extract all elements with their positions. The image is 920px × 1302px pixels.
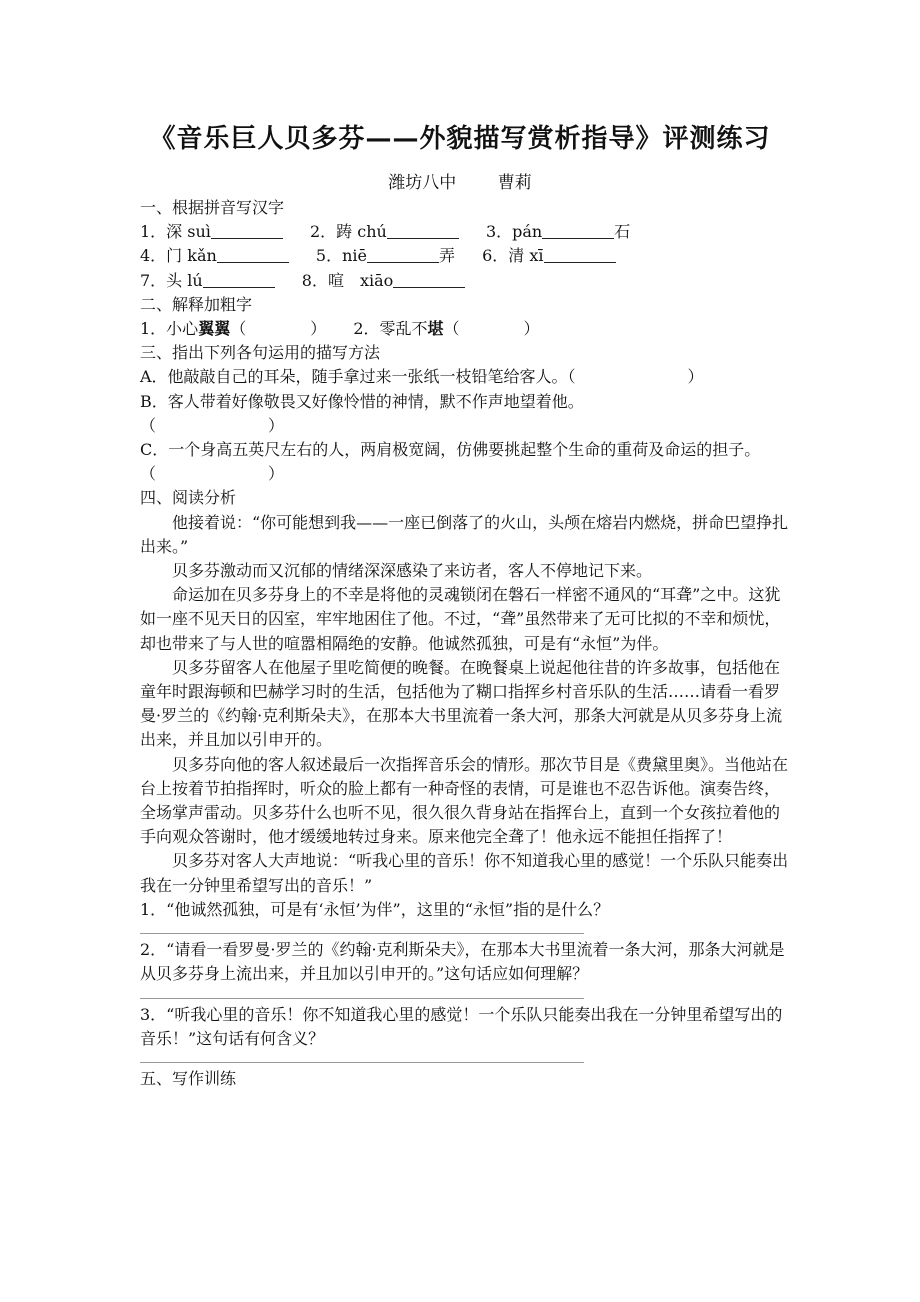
- pinyin-item-1: 1．深 suì: [140, 222, 211, 242]
- author-name: 曹莉: [497, 173, 532, 193]
- pinyin-item-5: 5．niē: [315, 246, 367, 266]
- explain-item-1-prefix: 1．小心: [140, 319, 199, 339]
- answer-blank[interactable]: [367, 246, 439, 263]
- explain-item-1-paren[interactable]: （ ）: [230, 319, 327, 339]
- pinyin-item-6: 6．清 xī: [482, 246, 544, 266]
- pinyin-row-2: [140, 244, 790, 268]
- pinyin-item-8: 8．喧 xiāo: [301, 270, 394, 290]
- answer-blank[interactable]: [393, 271, 465, 288]
- answer-blank[interactable]: [387, 222, 459, 239]
- document-body: [140, 196, 790, 1091]
- explain-item-2-prefix: 2．零乱不: [353, 319, 428, 339]
- pinyin-item-2: 2．踌 chú: [310, 222, 387, 242]
- question-2: 2．“请看一看罗曼·罗兰的《约翰·克利斯朵夫》，在那本大书里流着一条大河，那条大河就是从贝多芬身上流出来，并且加以引申开的。”这句话应如何理解？: [140, 940, 785, 984]
- explain-row: [140, 317, 790, 341]
- answer-blank[interactable]: [211, 222, 283, 239]
- explain-item-2-paren[interactable]: （ ）: [443, 319, 540, 339]
- answer-line[interactable]: [140, 931, 584, 934]
- pinyin-row-1: [140, 220, 790, 244]
- pinyin-item-5-suffix: 弄: [438, 246, 455, 266]
- answer-blank[interactable]: [217, 246, 289, 263]
- question-3: 3．“听我心里的音乐！你不知道我心里的感觉！一个乐队只能奏出我在一分钟里希望写出的音乐！”这句话有何含义？: [140, 1004, 783, 1048]
- explain-item-2-bold: 堪: [427, 319, 444, 339]
- reading-paragraph-5: 贝多芬向他的客人叙述最后一次指挥音乐会的情形。那次节目是《费黛里奥》。当他站在台上按着节拍指挥时，听众的脸上都有一种奇怪的表情，可是谁也不忍告诉他。演奏告终，全场掌声雷动。贝多芬什么也听不见，很久很久背身站在指挥台上，直到一个女孩拉着他的手向观众答谢时，他才缓缓地转过身来。原来他完全聋了！他永远不能担任指挥了！: [140, 754, 789, 847]
- section-2-heading: 二、解释加粗字: [140, 294, 253, 314]
- answer-blank[interactable]: [542, 222, 614, 239]
- author-line: [0, 168, 920, 193]
- answer-blank[interactable]: [544, 246, 616, 263]
- section-1-heading: 一、根据拼音写汉字: [140, 198, 285, 217]
- reading-paragraph-1: 他接着说：“你可能想到我——一座已倒落了的火山，头颅在熔岩内燃烧，拼命巴望挣扎出来。”: [140, 512, 789, 556]
- section-3-heading: 三、指出下列各句运用的描写方法: [140, 343, 381, 363]
- reading-paragraph-3: 命运加在贝多芬身上的不幸是将他的灵魂锁闭在磐石一样密不通风的“耳聋”之中。这犹如一座不见天日的囚室，牢牢地困住了他。不过，“聋”虽然带来了无可比拟的不幸和烦忧，却也带来了与人世的喧嚣相隔绝的安静。他诚然孤独，可是有“永恒”为伴。: [140, 585, 781, 653]
- pinyin-item-7: 7．头 lú: [140, 270, 203, 290]
- method-item-a: A．他敲敲自己的耳朵，随手拿过来一张纸一枝铅笔给客人。（ ）: [140, 367, 704, 387]
- document-title: 《音乐巨人贝多芬——外貌描写赏析指导》评测练习: [149, 124, 771, 154]
- section-4-heading: 四、阅读分析: [140, 488, 237, 508]
- pinyin-item-4: 4．门 kǎn: [140, 246, 217, 266]
- author-school: 潍坊八中: [388, 173, 457, 193]
- answer-line[interactable]: [140, 996, 584, 999]
- question-1: 1．“他诚然孤独，可是有‘永恒’为伴”，这里的“永恒”指的是什么？: [140, 899, 610, 919]
- pinyin-item-3: 3．pán: [485, 222, 543, 242]
- method-item-b-paren[interactable]: （ ）: [140, 415, 285, 435]
- answer-line[interactable]: [140, 1060, 584, 1063]
- answer-blank[interactable]: [203, 271, 275, 288]
- pinyin-item-3-suffix: 石: [614, 222, 631, 242]
- reading-paragraph-4: 贝多芬留客人在他屋子里吃简便的晚餐。在晚餐桌上说起他往昔的许多故事，包括他在童年时跟海顿和巴赫学习时的生活，包括他为了糊口指挥乡村音乐队的生活……请看一看罗曼·罗兰的《约翰·克利斯朵夫》，在那本大书里流着一条大河，那条大河就是从贝多芬身上流出来，并且加以引申开的。: [140, 657, 783, 750]
- pinyin-row-3: [140, 269, 790, 293]
- section-5-heading: 五、写作训练: [140, 1068, 237, 1088]
- reading-paragraph-6: 贝多芬对客人大声地说：“听我心里的音乐！你不知道我心里的感觉！一个乐队只能奏出我在一分钟里希望写出的音乐！”: [140, 851, 789, 895]
- explain-item-1-bold: 翼翼: [198, 319, 231, 339]
- method-item-c: C．一个身高五英尺左右的人，两肩极宽阔，仿佛要挑起整个生命的重荷及命运的担子。 （ ）: [140, 440, 785, 484]
- reading-paragraph-2: 贝多芬激动而又沉郁的情绪深深感染了来访者，客人不停地记下来。: [172, 561, 653, 581]
- method-item-b: B．客人带着好像敬畏又好像怜惜的神情，默不作声地望着他。: [140, 391, 584, 411]
